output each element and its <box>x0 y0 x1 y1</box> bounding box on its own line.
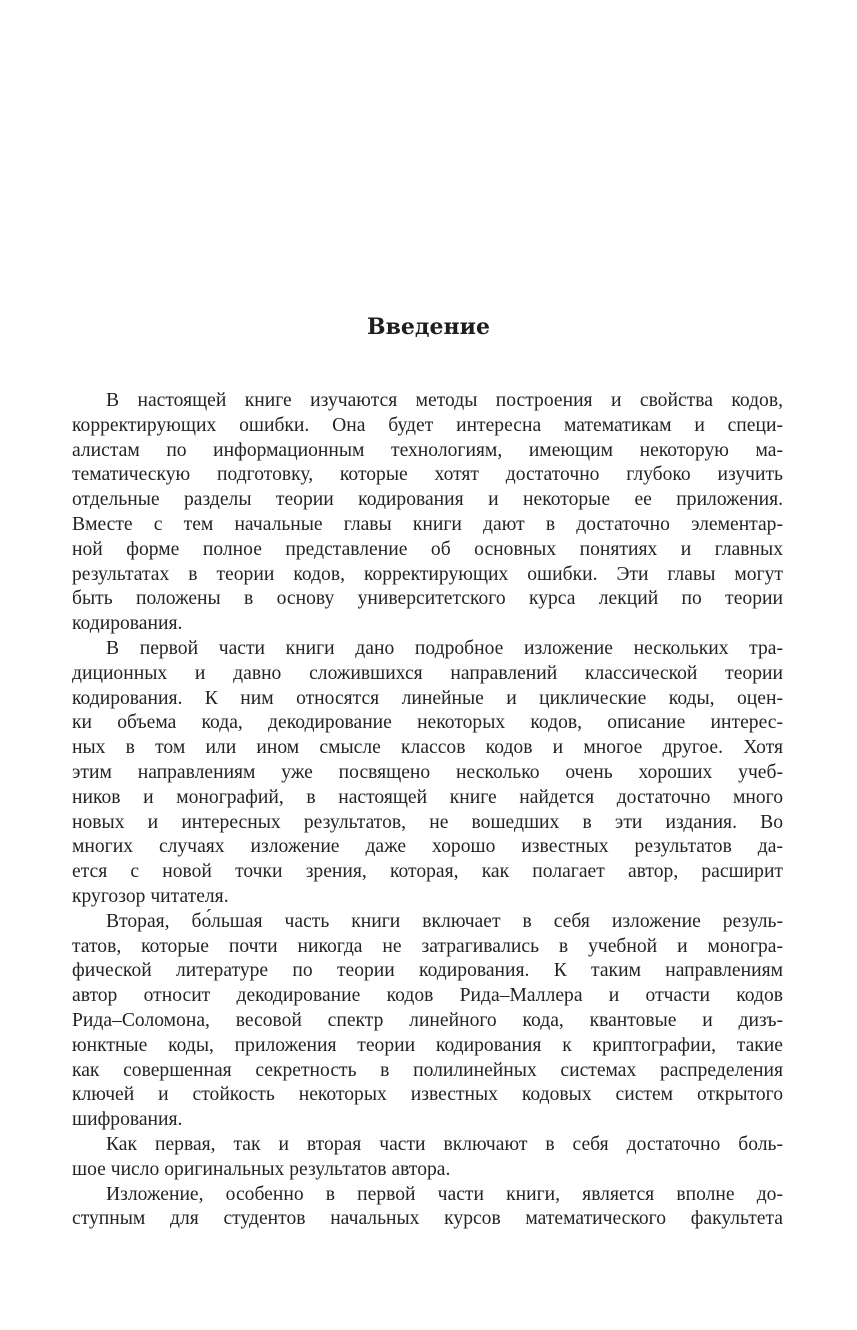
text-line: ключей и стойкость некоторых известных кодовых систем открытого <box>72 1084 783 1106</box>
text-line: автор относит декодирование кодов Рида–Маллера и отчасти кодов <box>72 985 783 1007</box>
text-line: ников и монографий, в настоящей книге найдется достаточно много <box>72 786 783 808</box>
text-line: В настоящей книге изучаются методы построения и свойства кодов, <box>106 390 783 411</box>
text-line: ется с новой точки зрения, которая, как полагает автор, расширит <box>72 861 783 883</box>
body-text <box>72 389 783 1232</box>
paragraph <box>72 1133 783 1183</box>
text-line: Изложение, особенно в первой части книги, является вполне до- <box>106 1183 783 1205</box>
text-line: шое число оригинальных результатов автора. <box>72 1158 451 1180</box>
text-line: юнктные коды, приложения теории кодирования к криптографии, такие <box>72 1034 783 1056</box>
text-line: ступным для студентов начальных курсов математического факультета <box>72 1208 783 1230</box>
text-line: новых и интересных результатов, не вошедших в эти издания. Во <box>72 811 783 833</box>
text-line: Рида–Соломона, весовой спектр линейного кода, квантовые и дизъ- <box>72 1009 783 1031</box>
text-line: тематическую подготовку, которые хотят достаточно глубоко изучить <box>72 464 783 486</box>
text-line: корректирующих ошибки. Она будет интересна математикам и специ- <box>72 414 783 436</box>
text-line: как совершенная секретность в полилинейных системах распределения <box>72 1059 783 1081</box>
paragraph <box>72 1183 783 1233</box>
text-line: кругозор читателя. <box>72 885 229 907</box>
text-line: быть положены в основу университетского курса лекций по теории <box>72 588 783 610</box>
text-line: алистам по информационным технологиям, имеющим некоторую ма- <box>72 439 783 461</box>
text-line: ной форме полное представление об основных понятиях и главных <box>72 538 783 560</box>
text-line: Как первая, так и вторая части включают в себя достаточно боль- <box>106 1133 783 1155</box>
text-line: многих случаях изложение даже хорошо известных результатов да- <box>72 836 783 858</box>
paragraph <box>72 637 783 910</box>
page-title: Введение <box>367 314 490 340</box>
text-line: ки объема кода, декодирование некоторых кодов, описание интерес- <box>72 712 783 734</box>
text-line: диционных и давно сложившихся направлений классической теории <box>72 662 783 684</box>
paragraph <box>72 910 783 1133</box>
text-line: отдельные разделы теории кодирования и некоторые ее приложения. <box>72 489 783 511</box>
text-line: шифрования. <box>72 1109 183 1131</box>
text-line: ных в том или ином смысле классов кодов и многое другое. Хотя <box>72 737 783 759</box>
text-line: Вторая, бо́льшая часть книги включает в себя изложение резуль- <box>106 910 783 932</box>
text-line: кодирования. К ним относятся линейные и циклические коды, оцен- <box>72 687 783 709</box>
paragraph <box>72 389 783 637</box>
text-line: этим направлениям уже посвящено несколько очень хороших учеб- <box>72 761 783 783</box>
text-line: фической литературе по теории кодирования. К таким направлениям <box>72 960 783 982</box>
text-line: В первой части книги дано подробное изложение нескольких тра- <box>106 637 783 659</box>
text-line: татов, которые почти никогда не затрагивались в учебной и моногра- <box>72 935 783 957</box>
text-line: результатах в теории кодов, корректирующих ошибки. Эти главы могут <box>72 563 783 585</box>
text-line: Вместе с тем начальные главы книги дают в достаточно элементар- <box>72 513 783 535</box>
text-line: кодирования. <box>72 613 183 635</box>
